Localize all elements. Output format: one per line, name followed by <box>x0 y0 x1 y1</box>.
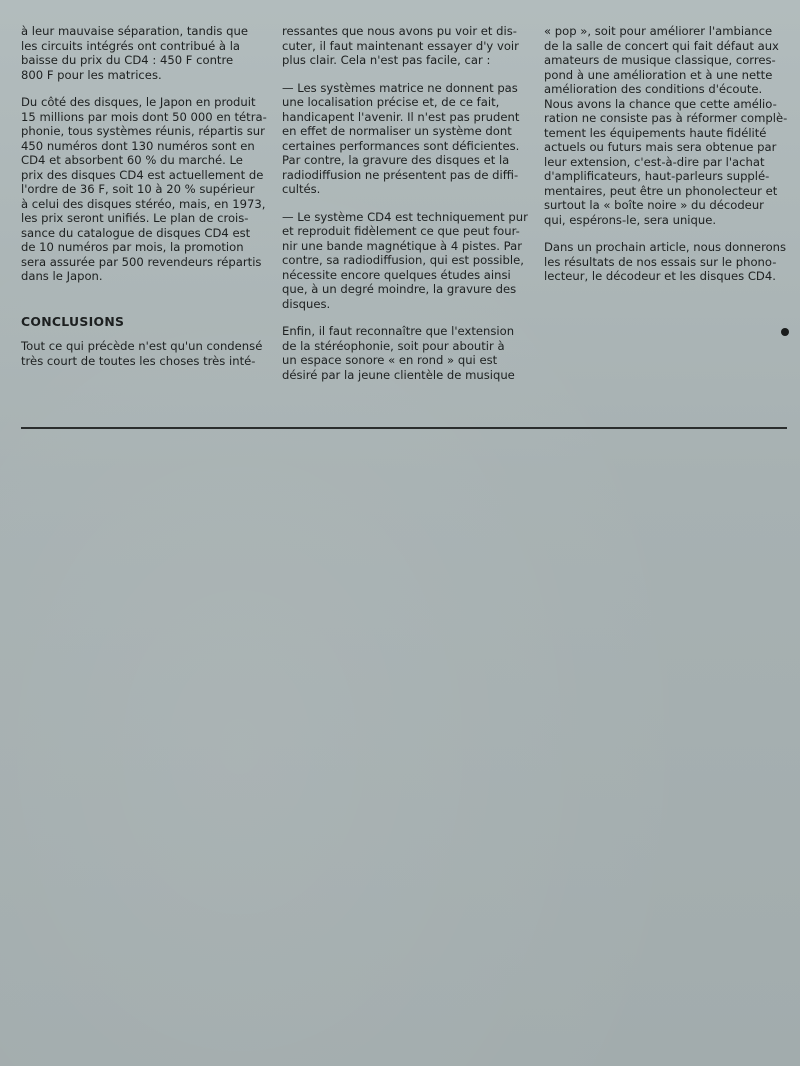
section-heading-conclusions: CONCLUSIONS <box>21 313 125 329</box>
text-column-1 <box>21 24 269 381</box>
paragraph: — Le système CD4 est techniquement pur et reproduit fidèlement ce que peut four- nir une bande magnétique à 4 pistes. Par contre, sa radiodiffusion, qui est possible, nécessite encore quelques études ainsi que, à un degré moindre, la gravure des disques. <box>282 209 528 311</box>
paragraph: à leur mauvaise séparation, tandis que les circuits intégrés ont contribué à la baisse du prix du CD4 : 450 F contre 800 F pour les matrices. <box>21 24 248 82</box>
text-column-3 <box>544 24 790 297</box>
paragraph: Dans un prochain article, nous donnerons les résultats de nos essais sur le phono- lecteur, le décodeur et les disques CD4. <box>544 240 787 283</box>
paragraph: « pop », soit pour améliorer l'ambiance de la salle de concert qui fait défaut aux amateurs de musique classique, corres- pond à une amélioration et à une nette amélioration des conditions d'écoute. Nous avons la chance que cette amélio- ration ne consiste pas à réformer complè- tement les équipements haute fidélité actuels ou futurs mais sera obtenue par leur extension, c'est-à-dire par l'achat d'amplificateurs, haut-parleurs supplé- mentaires, peut être un phonolecteur et surtout la « boîte noire » du décodeur qui, espérons-le, sera unique. <box>544 24 788 227</box>
paragraph: Du côté des disques, le Japon en produit 15 millions par mois dont 50 000 en tétra- phonie, tous systèmes réunis, répartis sur 450 numéros dont 130 numéros sont en CD4 et absorbent 60 % du marché. Le prix des disques CD4 est actuellement de l'ordre de 36 F, soit 10 à 20 % supérieur à celui des disques stéréo, mais, en 1973, les prix seront unifiés. Le plan de crois- sance du catalogue de disques CD4 est de 10 numéros par mois, la promotion sera assurée par 500 revendeurs répartis dans le Japon. <box>21 95 267 283</box>
paragraph: ressantes que nous avons pu voir et dis- cuter, il faut maintenant essayer d'y voir plus clair. Cela n'est pas facile, car : <box>282 24 519 67</box>
paragraph: Tout ce qui précède n'est qu'un condensé très court de toutes les choses très inté- <box>21 339 263 368</box>
paragraph: Enfin, il faut reconnaître que l'extension de la stéréophonie, soit pour aboutir à un espace sonore « en rond » qui est désiré par la jeune clientèle de musique <box>282 324 515 382</box>
text-column-2 <box>282 24 530 395</box>
paragraph: — Les systèmes matrice ne donnent pas une localisation précise et, de ce fait, handicapent l'avenir. Il n'est pas prudent en effet de normaliser un système dont certaines performances sont déficientes. Par contre, la gravure des disques et la radiodiffusion ne présentent pas de diffi- cultés. <box>282 80 520 196</box>
horizontal-rule-divider <box>21 427 787 429</box>
end-of-article-bullet-icon <box>781 328 789 336</box>
